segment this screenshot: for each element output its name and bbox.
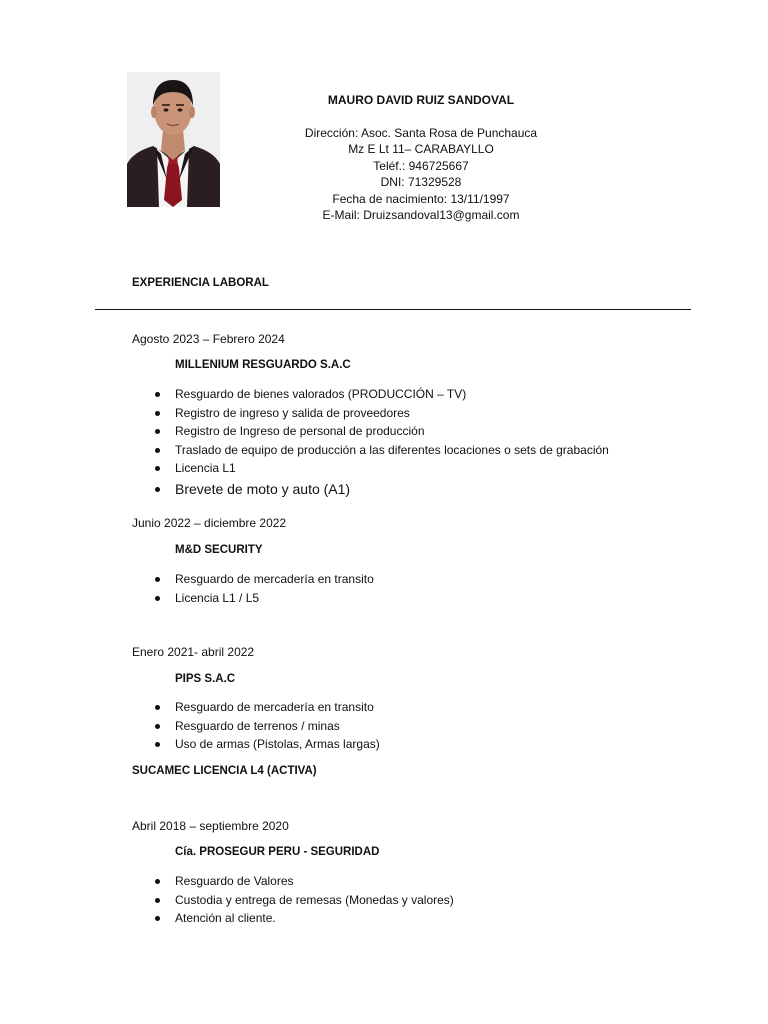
section-divider <box>95 309 691 310</box>
job-duties-list <box>175 385 609 500</box>
list-item: Licencia L1 / L5 <box>175 589 374 608</box>
job-duties-list <box>175 570 374 607</box>
job-duties-list <box>175 698 380 754</box>
job-company: PIPS S.A.C <box>175 673 236 685</box>
phone-number: Teléf.: 946725667 <box>373 158 469 173</box>
dni-number: DNI: 71329528 <box>380 175 462 190</box>
list-item: Uso de armas (Pistolas, Armas largas) <box>175 735 380 754</box>
list-item: Brevete de moto y auto (A1) <box>175 478 609 500</box>
profile-photo-illustration <box>127 72 220 207</box>
section-title-experience: EXPERIENCIA LABORAL <box>132 277 269 289</box>
list-item: Licencia L1 <box>175 459 609 478</box>
list-item: Resguardo de bienes valorados (PRODUCCIÓN – TV) <box>175 385 609 404</box>
list-item: Resguardo de Valores <box>175 872 454 891</box>
job-company: M&D SECURITY <box>175 544 263 556</box>
list-item: Registro de Ingreso de personal de producción <box>175 422 609 441</box>
list-item: Resguardo de mercadería en transito <box>175 698 380 717</box>
address-line-1: Dirección: Asoc. Santa Rosa de Punchauca <box>304 126 538 140</box>
list-item: Custodia y entrega de remesas (Monedas y valores) <box>175 891 454 910</box>
job-date: Enero 2021- abril 2022 <box>132 645 255 659</box>
job-duties-list <box>175 872 454 928</box>
birth-date: Fecha de nacimiento: 13/11/1997 <box>332 191 510 206</box>
list-item: Atención al cliente. <box>175 909 454 928</box>
profile-photo <box>127 72 220 207</box>
list-item: Resguardo de terrenos / minas <box>175 717 380 736</box>
list-item: Traslado de equipo de producción a las diferentes locaciones o sets de grabación <box>175 441 609 460</box>
job-company: Cía. PROSEGUR PERU - SEGURIDAD <box>175 846 380 858</box>
address-line-2: Mz E Lt 11– CARABAYLLO <box>348 142 494 157</box>
list-item: Registro de ingreso y salida de proveedores <box>175 404 609 423</box>
job-date: Junio 2022 – diciembre 2022 <box>132 516 287 530</box>
job-date: Abril 2018 – septiembre 2020 <box>132 819 289 833</box>
job-date: Agosto 2023 – Febrero 2024 <box>132 332 285 346</box>
contact-info <box>290 125 552 223</box>
license-note: SUCAMEC LICENCIA L4 (ACTIVA) <box>132 765 317 777</box>
list-item: Resguardo de mercadería en transito <box>175 570 374 589</box>
candidate-name: MAURO DAVID RUIZ SANDOVAL <box>327 93 515 107</box>
email-address: E-Mail: Druizsandoval13@gmail.com <box>322 208 520 223</box>
job-company: MILLENIUM RESGUARDO S.A.C <box>175 359 351 371</box>
